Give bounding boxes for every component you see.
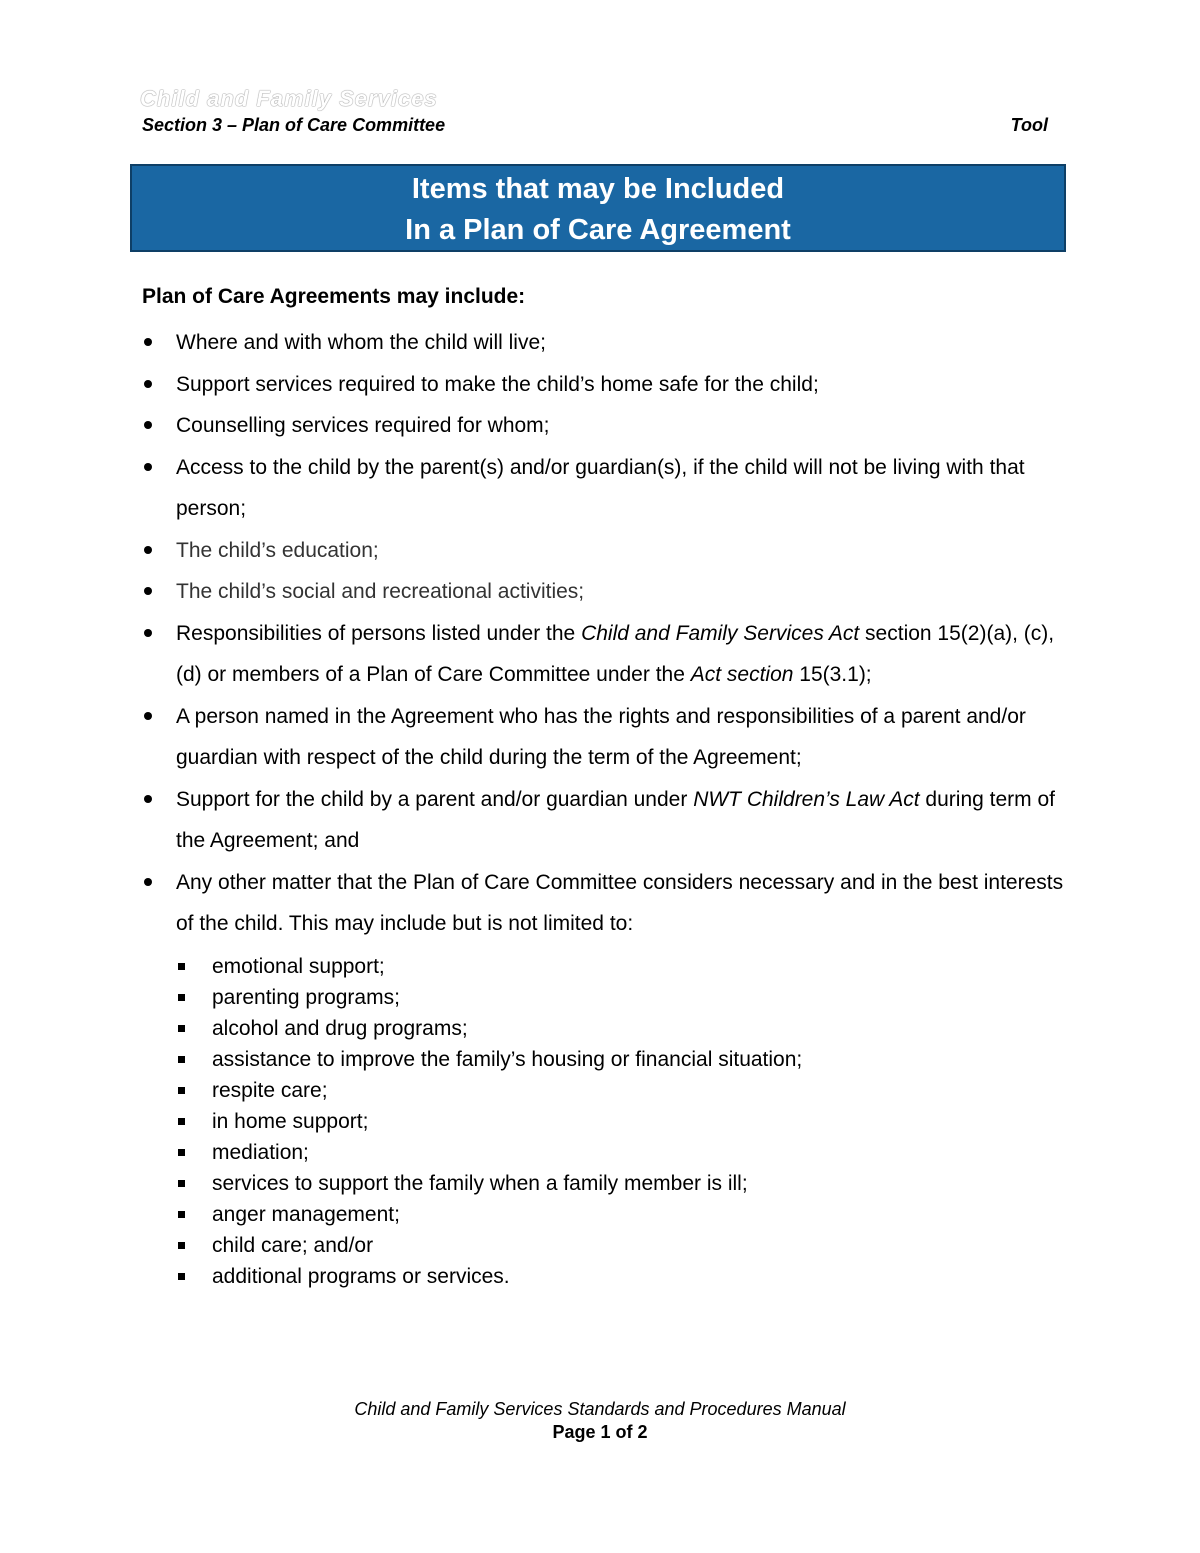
sub-list-item: services to support the family when a family member is ill; [176,1168,1072,1199]
footer-manual-title: Child and Family Services Standards and Procedures Manual [354,1399,846,1419]
list-item-text: during term of the Agreement; and [176,787,1055,852]
sub-list-item: assistance to improve the family’s housing or financial situation; [176,1044,1072,1075]
sub-list-item: mediation; [176,1137,1072,1168]
sub-list-item: alcohol and drug programs; [176,1013,1072,1044]
list-item-text: The child’s social and recreational activities; [176,580,585,603]
additional-services-list [176,945,1072,1292]
section-label: Section 3 – Plan of Care Committee [142,115,446,135]
act-title: Child and Family Services Act [581,621,860,645]
list-item [142,364,1072,406]
title-line-1: Items that may be Included [411,173,785,205]
list-item-text: 15(3.1); [793,663,872,686]
list-item [142,530,1072,572]
list-item [142,862,1072,1292]
sub-list-item: respite care; [176,1075,1072,1106]
list-item [142,405,1072,447]
list-item-text: The child’s education; [176,538,379,562]
sub-list-item: in home support; [176,1106,1072,1137]
list-item-text: Counselling services required for whom; [176,414,550,437]
intro-heading: Plan of Care Agreements may include: [142,285,526,308]
title-line-2: In a Plan of Care Agreement [405,214,791,246]
sub-list-item: child care; and/or [176,1230,1072,1261]
list-item-text: Support services required to make the child’s home safe for the child; [176,372,819,396]
list-item-text: Any other matter that the Plan of Care Committee considers necessary and in the best interests of the child. This may include but is not limited to: [176,870,1064,935]
list-item [142,447,1072,530]
list-item [142,613,1072,696]
list-item-text: Where and with whom the child will live; [176,331,546,354]
act-title: NWT Children’s Law Act [693,787,920,811]
page-footer [0,1398,1200,1444]
sub-list-item: parenting programs; [176,982,1072,1013]
list-item-text: section 15(2)(a), (c), (d) or members of a Plan of Care Committee under the [176,621,1055,686]
list-item [142,571,1072,613]
page-number: Page 1 of 2 [552,1422,648,1442]
sub-list-item: emotional support; [176,951,1072,982]
list-item-text: Responsibilities of persons listed under the [176,621,582,645]
sub-list-item: anger management; [176,1199,1072,1230]
list-item-text: Access to the child by the parent(s) and/or guardian(s), if the child will not be living with that person; [176,455,1025,520]
list-item [142,696,1072,779]
act-reference: Act section [690,663,794,686]
section-header [142,115,1048,136]
list-item-text: Support for the child by a parent and/or guardian under [176,787,694,811]
list-item [142,322,1072,364]
title-banner [130,164,1066,252]
list-item [142,779,1072,862]
agreement-items-list [142,322,1072,1292]
document-type-label: Tool [1010,115,1048,135]
list-item-text: A person named in the Agreement who has the rights and responsibilities of a parent and/or guardian with respect of the child during the term of the Agreement; [176,704,1026,769]
header-watermark: Child and Family Services [140,86,438,111]
sub-list-item: additional programs or services. [176,1261,1072,1292]
